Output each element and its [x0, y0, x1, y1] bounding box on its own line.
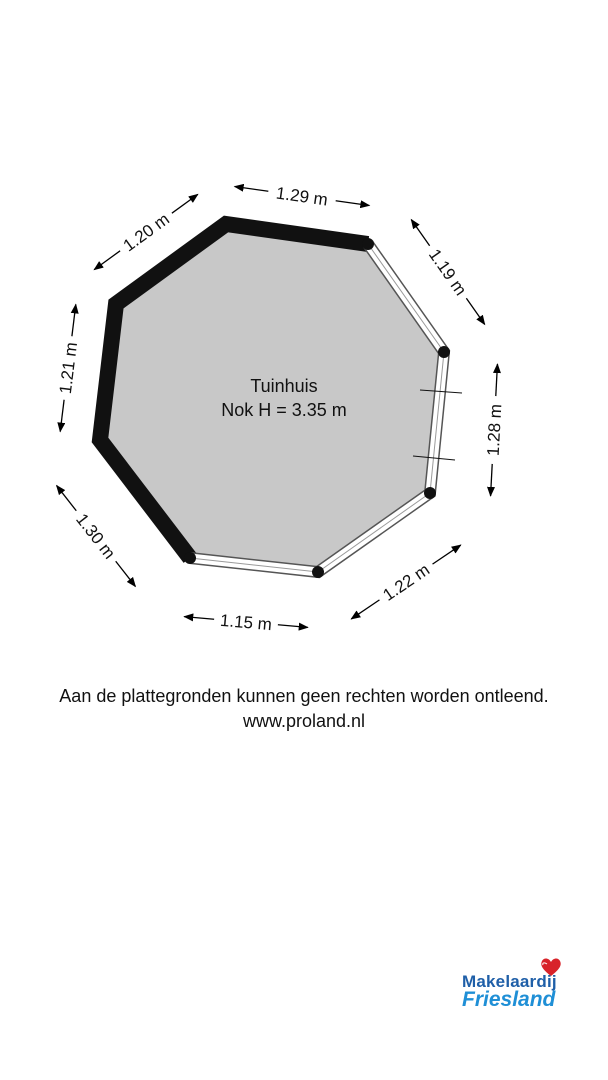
dimension-bottom-right-label: 1.22 m — [379, 560, 434, 605]
dimension-bottom-right — [346, 538, 466, 628]
dimension-left-label: 1.21 m — [55, 341, 82, 396]
dimension-left — [51, 303, 85, 432]
dimension-top-left-label: 1.20 m — [119, 209, 173, 256]
room-name: Tuinhuis — [250, 376, 318, 396]
dimension-bottom-label: 1.15 m — [219, 610, 273, 635]
company-logo — [458, 956, 588, 1016]
logo-line2: Friesland — [462, 988, 556, 1011]
dimension-bottom-left-label: 1.30 m — [72, 509, 120, 563]
website-link[interactable]: www.proland.nl — [242, 711, 366, 731]
dimension-right — [482, 364, 508, 497]
dimension-bottom-left — [49, 480, 143, 593]
disclaimer-text: Aan de plattegronden kunnen geen rechten worden ontleend. — [59, 686, 549, 706]
dimension-bottom — [183, 608, 308, 638]
dimension-top-right-label: 1.19 m — [424, 245, 471, 300]
dimension-top — [233, 178, 370, 216]
dimension-right-label: 1.28 m — [483, 403, 506, 457]
dimension-top-label: 1.29 m — [274, 183, 329, 210]
logo-line1: Makelaardij — [462, 972, 557, 991]
disclaimer — [0, 684, 608, 734]
ridge-height: Nok H = 3.35 m — [221, 400, 347, 420]
